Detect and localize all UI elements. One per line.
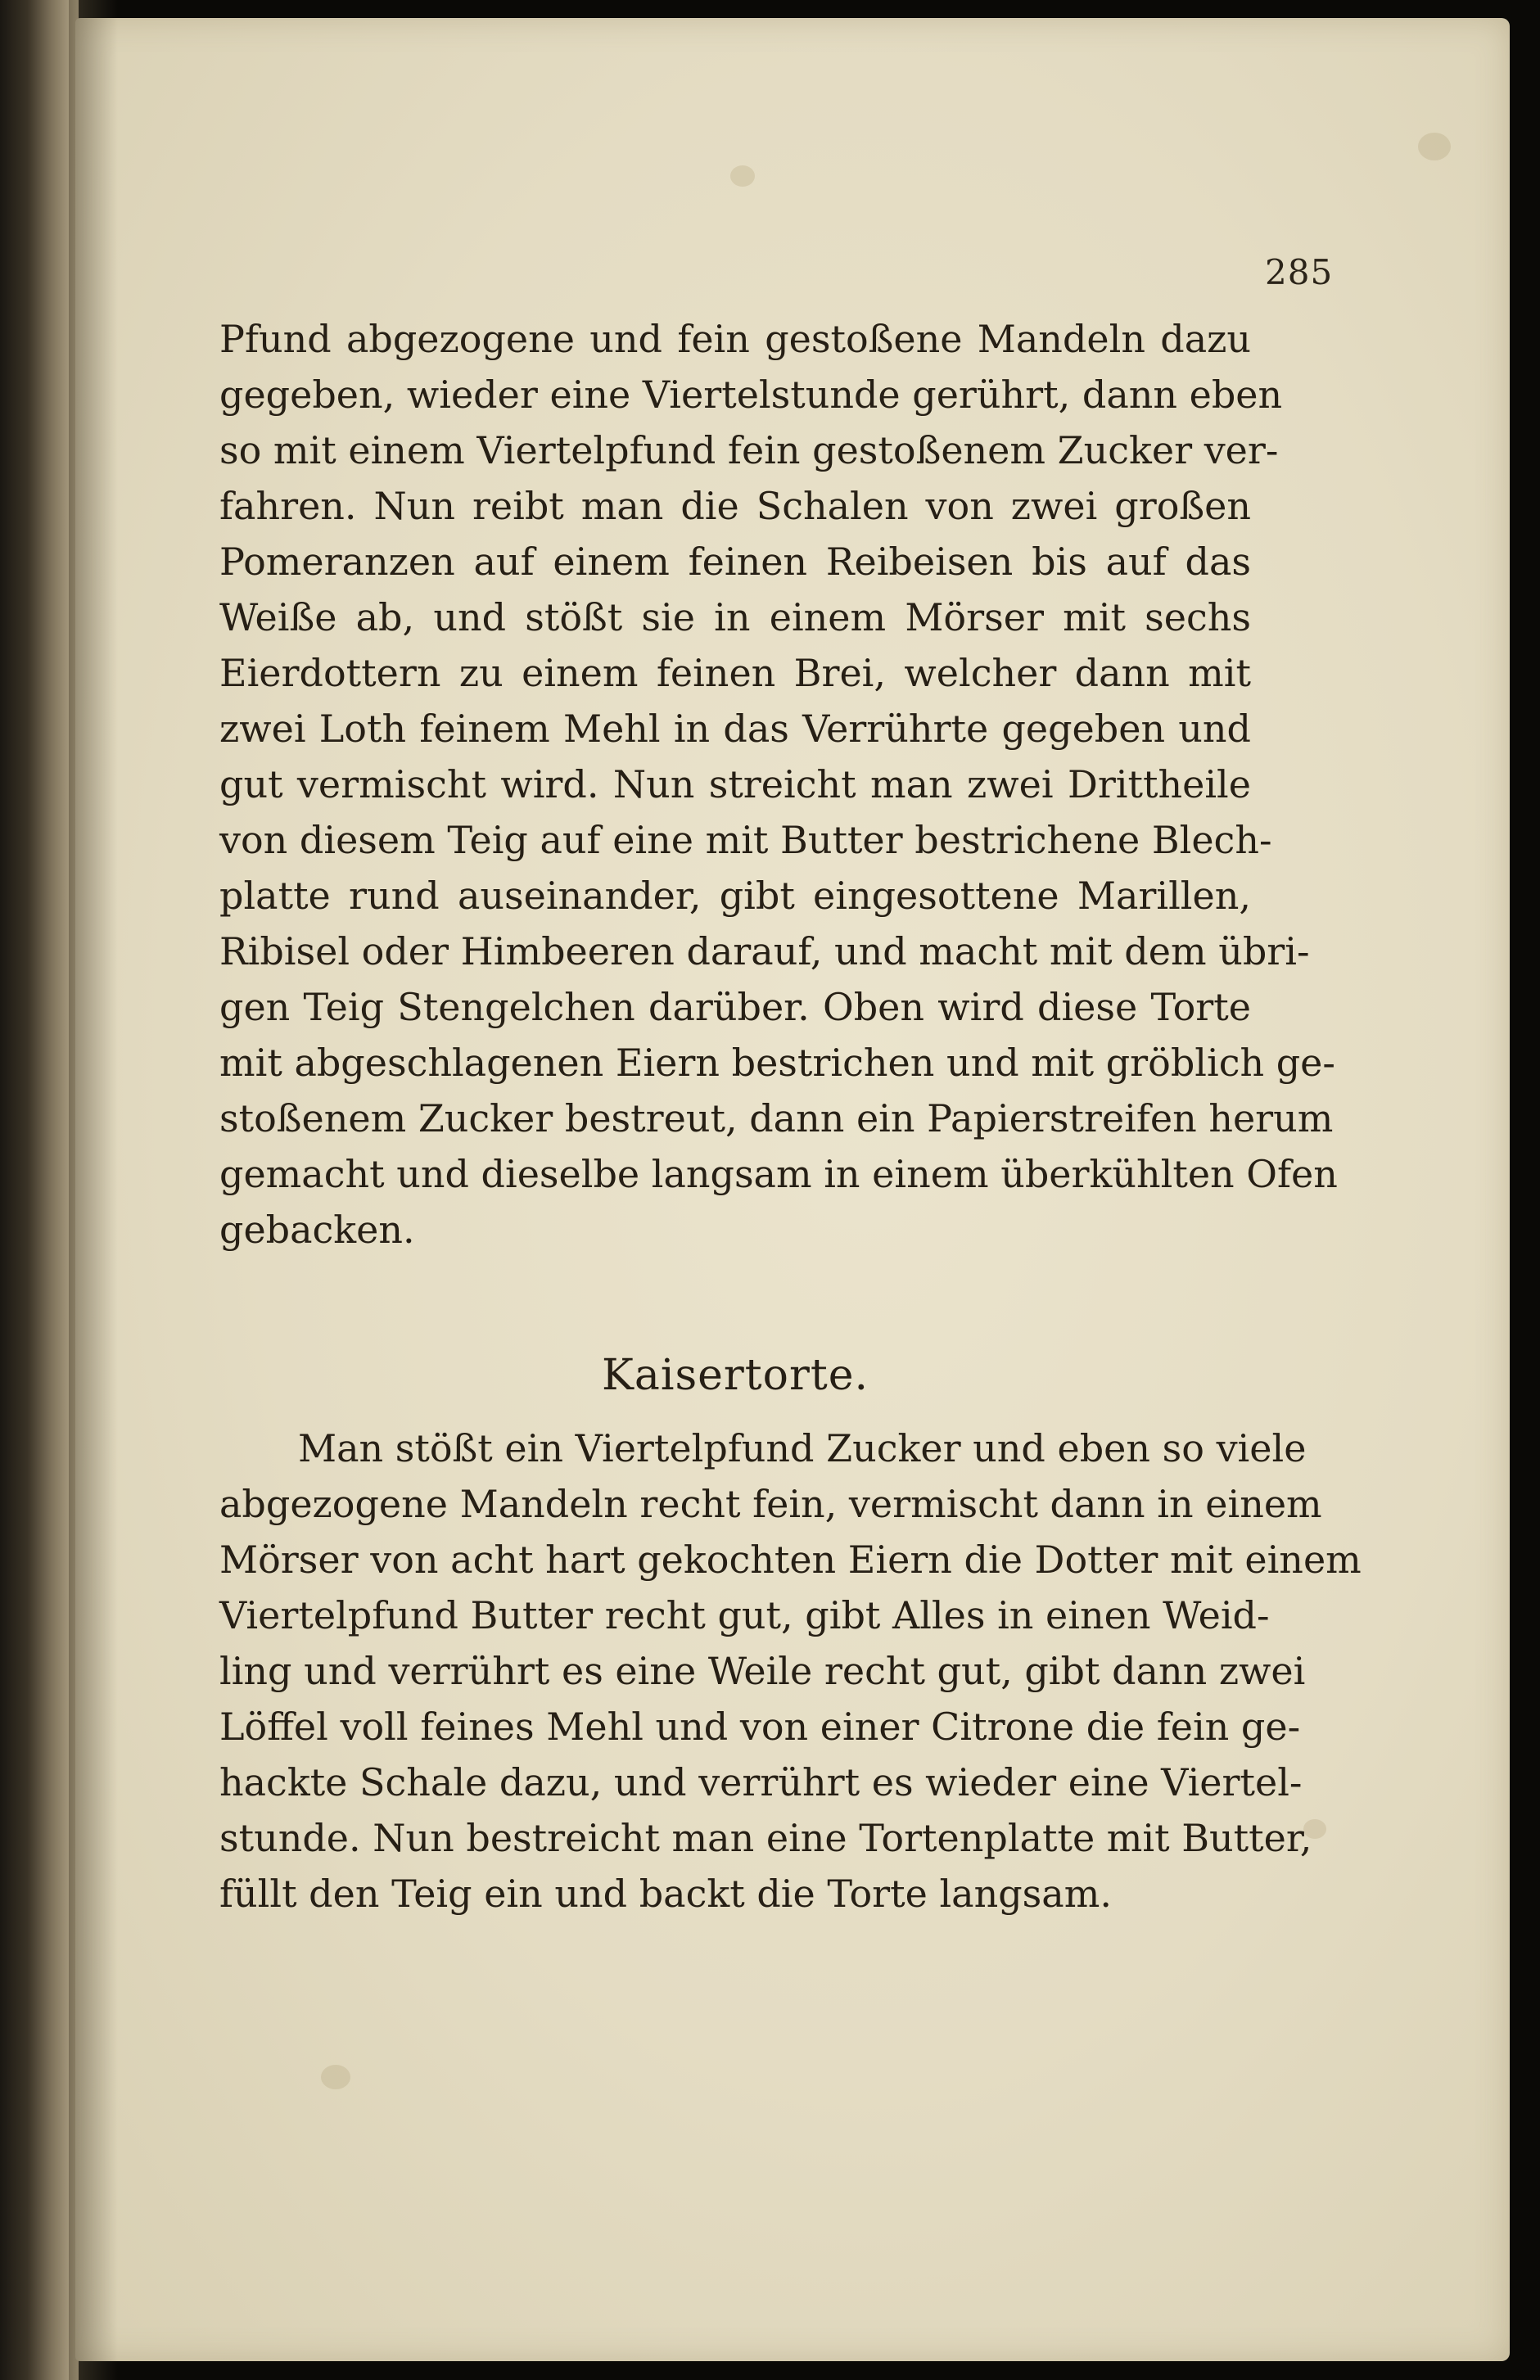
paragraph-continued	[219, 311, 1338, 1258]
text-line: gut vermischt wird. Nun streicht man zwei Drittheile	[219, 762, 1251, 806]
text-line: platte rund auseinander, gibt eingesottene Marillen,	[219, 874, 1251, 918]
text-line: gen Teig Stengelchen darüber. Oben wird diese Torte	[219, 985, 1251, 1029]
text-line: Mörser von acht hart gekochten Eiern die Dotter mit einem	[219, 1538, 1362, 1582]
text-line: füllt den Teig ein und backt die Torte langsam.	[219, 1872, 1112, 1916]
recipe-heading: Kaisertorte.	[601, 1351, 869, 1400]
text-line: Eierdottern zu einem feinen Brei, welcher dann mit	[219, 651, 1251, 695]
text-line: mit abgeschlagenen Eiern bestrichen und mit gröblich ge-	[219, 1041, 1335, 1085]
text-line: Ribisel oder Himbeeren darauf, und macht mit dem übri-	[219, 929, 1310, 973]
paper-stain	[1418, 133, 1451, 160]
text-line: gegeben, wieder eine Viertelstunde gerührt, dann eben	[219, 373, 1283, 417]
paper-stain	[730, 165, 755, 187]
text-line: Löffel voll feines Mehl und von einer Citrone die fein ge-	[219, 1705, 1301, 1749]
facing-page-edge	[0, 0, 79, 2380]
text-line: gemacht und dieselbe langsam in einem überkühlten Ofen	[219, 1152, 1338, 1196]
page-number: 285	[1265, 252, 1334, 292]
text-line: Man stößt ein Viertelpfund Zucker und eben so viele	[298, 1426, 1307, 1470]
recipe-paragraph	[219, 1420, 1362, 1922]
text-line: fahren. Nun reibt man die Schalen von zwei großen	[219, 484, 1251, 528]
text-line: hackte Schale dazu, und verrührt es wieder eine Viertel-	[219, 1760, 1303, 1804]
paper-stain	[321, 2065, 350, 2089]
text-line: Pfund abgezogene und fein gestoßene Mandeln dazu	[219, 317, 1251, 361]
text-line: so mit einem Viertelpfund fein gestoßenem Zucker ver-	[219, 428, 1279, 472]
text-line: stunde. Nun bestreicht man eine Tortenplatte mit Butter,	[219, 1816, 1312, 1860]
text-line: ling und verrührt es eine Weile recht gut, gibt dann zwei	[219, 1649, 1306, 1693]
text-line: zwei Loth feinem Mehl in das Verrührte gegeben und	[219, 707, 1251, 751]
spine-shadow	[69, 0, 118, 2380]
text-line: von diesem Teig auf eine mit Butter bestrichene Blech-	[219, 818, 1272, 862]
text-line: abgezogene Mandeln recht fein, vermischt dann in einem	[219, 1482, 1322, 1526]
text-line: Pomeranzen auf einem feinen Reibeisen bis auf das	[219, 540, 1251, 584]
text-line: Viertelpfund Butter recht gut, gibt Alles in einen Weid-	[219, 1593, 1270, 1637]
text-line: Weiße ab, und stößt sie in einem Mörser mit sechs	[219, 595, 1251, 639]
text-line: stoßenem Zucker bestreut, dann ein Papierstreifen herum	[219, 1096, 1334, 1140]
text-line: gebacken.	[219, 1208, 415, 1252]
